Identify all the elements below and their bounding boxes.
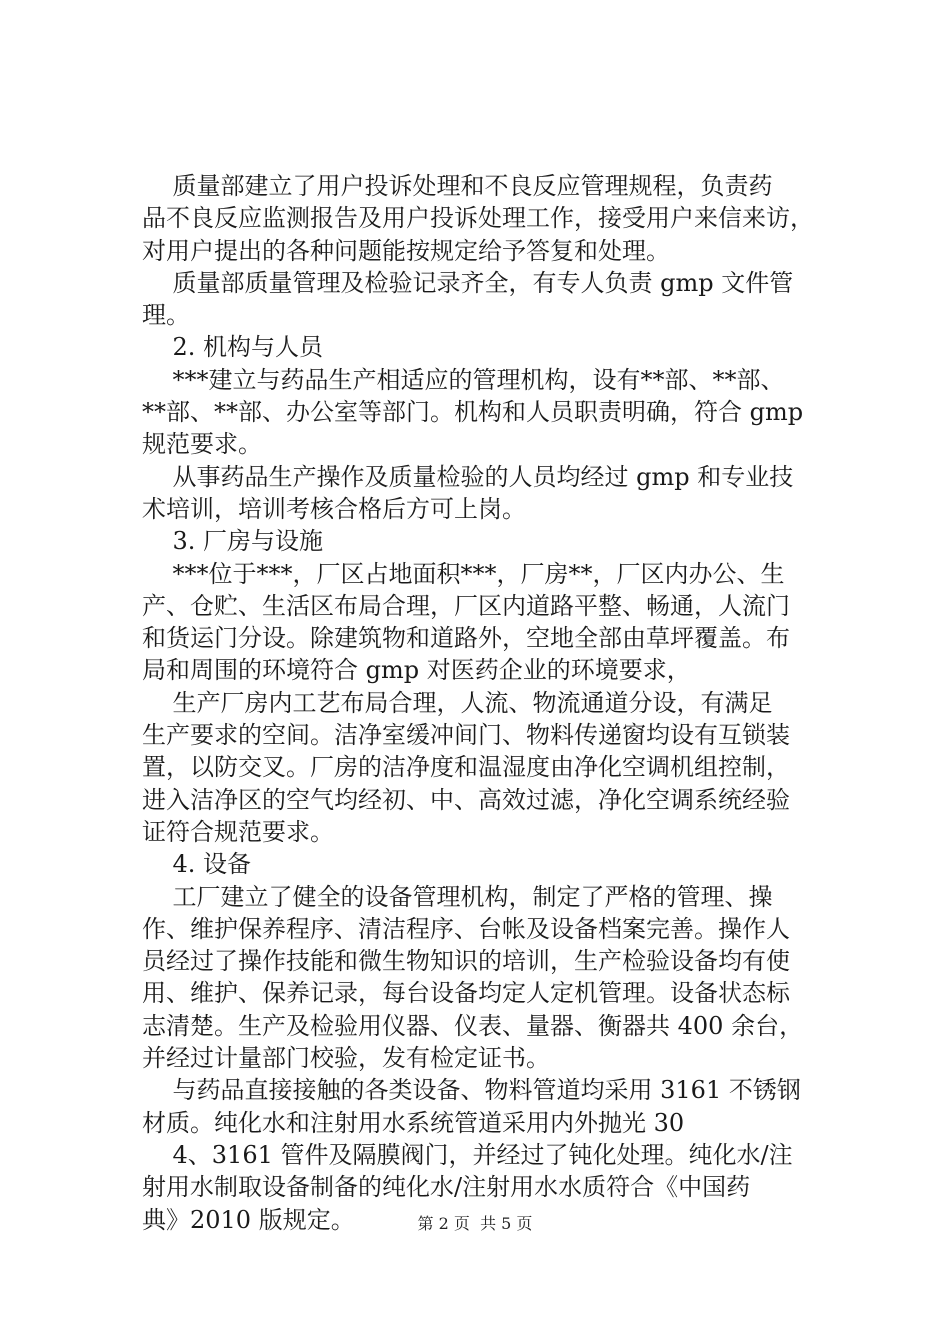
- text-line: ***建立与药品生产相适应的管理机构，设有**部、**部、: [142, 365, 785, 394]
- text-line: 证符合规范要求。: [142, 817, 334, 846]
- text-line: ***位于***，厂区占地面积***，厂房**，厂区内办公、生: [142, 559, 785, 588]
- text-line: 置，以防交叉。厂房的洁净度和温湿度由净化空调机组控制，: [142, 753, 790, 782]
- text-line: 生产厂房内工艺布局合理，人流、物流通道分设，有满足: [142, 688, 773, 717]
- section-heading: 2. 机构与人员: [142, 333, 324, 362]
- text-line: 生产要求的空间。洁净室缓冲间门、物料传递窗均设有互锁装: [142, 721, 790, 750]
- text-line: 进入洁净区的空气均经初、中、高效过滤，净化空调系统经验: [142, 785, 790, 814]
- text-line: 规范要求。: [142, 430, 262, 459]
- text-line: 与药品直接接触的各类设备、物料管道均采用 3161 不锈钢: [142, 1076, 801, 1105]
- text-line: 局和周围的环境符合 gmp 对医药企业的环境要求，: [142, 656, 691, 685]
- text-line: 质量部质量管理及检验记录齐全，有专人负责 gmp 文件管: [142, 268, 794, 297]
- text-line: 和货运门分设。除建筑物和道路外，空地全部由草坪覆盖。布: [142, 624, 790, 653]
- text-line: 产、仓贮、生活区布局合理，厂区内道路平整、畅通，人流门: [142, 591, 790, 620]
- text-line: 志清楚。生产及检验用仪器、仪表、量器、衡器共 400 余台，: [142, 1011, 804, 1040]
- page-footer: 第 2 页 共 5 页: [417, 1214, 533, 1233]
- text-line: 射用水制取设备制备的纯化水/注射用水水质符合《中国药: [142, 1173, 751, 1202]
- text-line: 材质。纯化水和注射用水系统管道采用内外抛光 30: [142, 1108, 685, 1137]
- text-line: 术培训，培训考核合格后方可上岗。: [142, 494, 526, 523]
- text-line: 品不良反应监测报告及用户投诉处理工作，接受用户来信来访，: [142, 204, 814, 233]
- text-line: 并经过计量部门校验，发有检定证书。: [142, 1044, 550, 1073]
- section-heading: 4. 设备: [142, 850, 252, 879]
- section-heading: 3. 厂房与设施: [142, 527, 324, 556]
- text-line: 对用户提出的各种问题能按规定给予答复和处理。: [142, 236, 670, 265]
- text-line: 从事药品生产操作及质量检验的人员均经过 gmp 和专业技: [142, 462, 794, 491]
- text-line: **部、**部、办公室等部门。机构和人员职责明确，符合 gmp: [142, 398, 804, 427]
- document-body: [142, 170, 842, 1236]
- text-line: 作、维护保养程序、清洁程序、台帐及设备档案完善。操作人: [142, 914, 790, 943]
- text-line: 理。: [142, 301, 190, 330]
- text-line: 质量部建立了用户投诉处理和不良反应管理规程，负责药: [142, 172, 773, 200]
- text-line: 员经过了操作技能和微生物知识的培训，生产检验设备均有使: [142, 947, 790, 976]
- text-line: 工厂建立了健全的设备管理机构，制定了严格的管理、操: [142, 882, 773, 911]
- text-line: 用、维护、保养记录，每台设备均定人定机管理。设备状态标: [142, 979, 790, 1008]
- text-line: 典》2010 版规定。: [142, 1205, 355, 1234]
- text-line: 4、3161 管件及隔膜阀门，并经过了钝化处理。纯化水/注: [142, 1140, 793, 1169]
